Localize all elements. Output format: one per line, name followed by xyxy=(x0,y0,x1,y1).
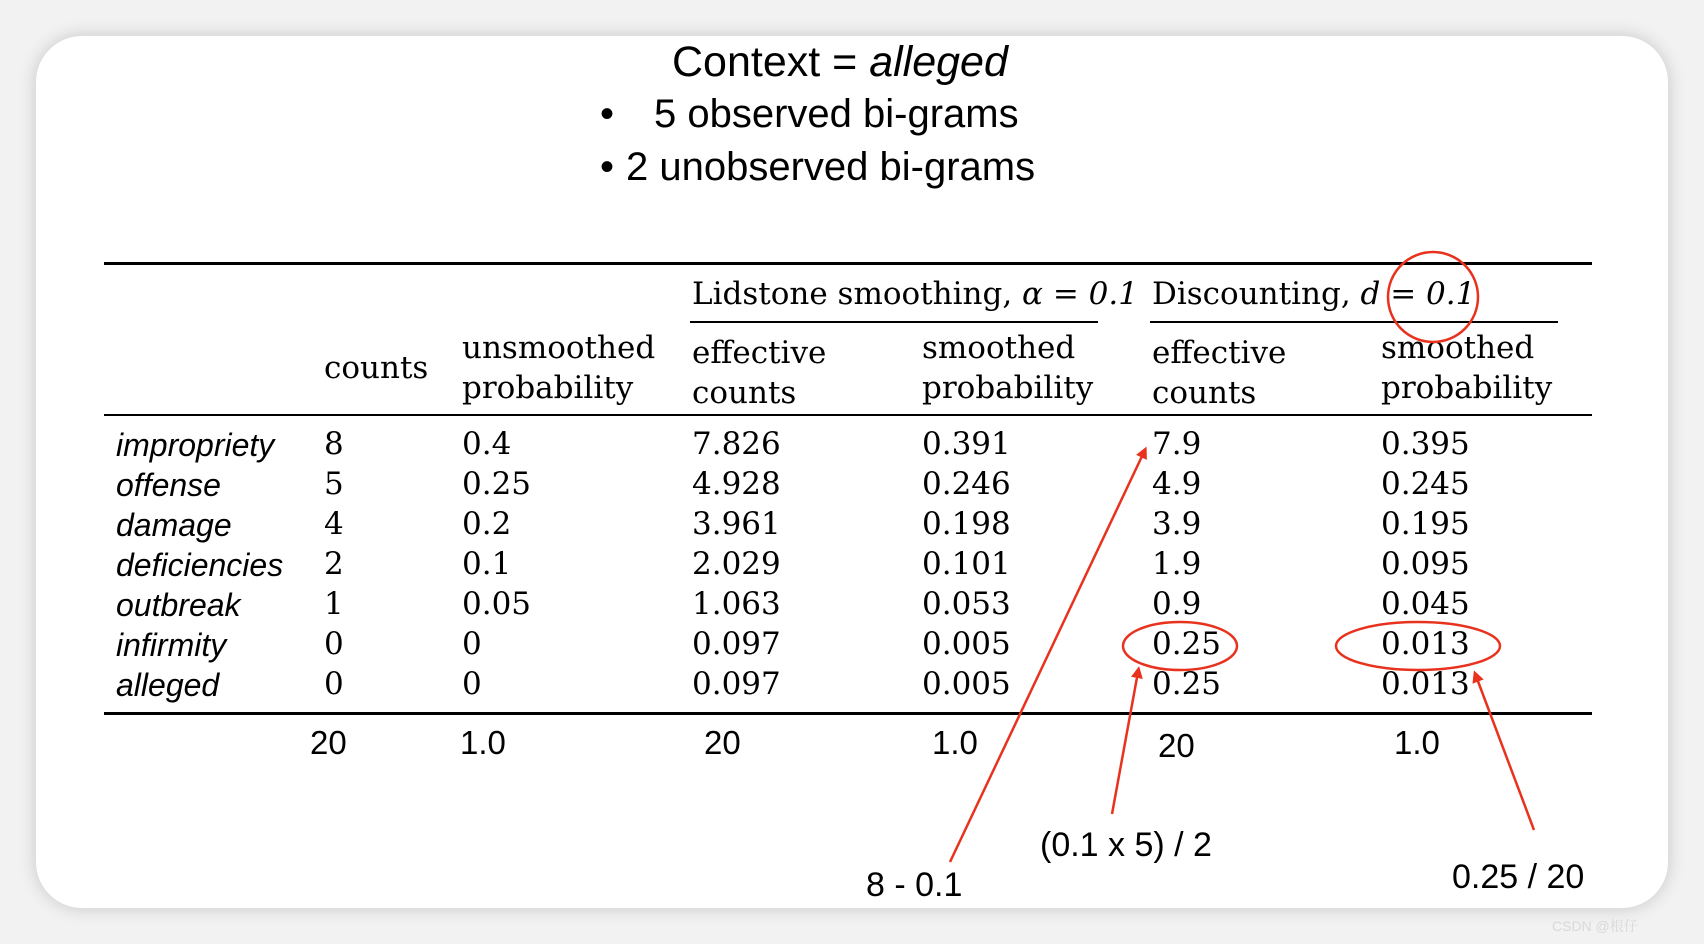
discount-effective-cell: 7.9 xyxy=(1152,426,1202,462)
lidstone-smoothed-cell: 0.198 xyxy=(922,506,1011,542)
lidstone-smoothed-cell: 0.246 xyxy=(922,466,1011,502)
discount-smoothed-cell: 0.395 xyxy=(1381,426,1470,462)
total-lidstone-effective: 20 xyxy=(704,724,741,761)
lidstone-smoothed-cell: 0.391 xyxy=(922,426,1011,462)
word-cell: alleged xyxy=(116,667,220,703)
lidstone-effective-cell: 4.928 xyxy=(692,466,781,502)
discount-smoothed-cell: 0.195 xyxy=(1381,506,1470,542)
col-header-lidstone-effective: effective counts xyxy=(692,335,827,411)
bullet-unobserved: • 2 unobserved bi-grams xyxy=(600,145,1036,189)
total-unsmoothed: 1.0 xyxy=(460,724,506,761)
word-cell: infirmity xyxy=(116,627,227,663)
discount-effective-cell: 0.25 xyxy=(1152,666,1222,702)
discount-effective-cell: 0.9 xyxy=(1152,586,1202,622)
watermark: CSDN @根仔 xyxy=(1552,918,1638,934)
note-smoothed-ratio: 0.25 / 20 xyxy=(1452,858,1585,896)
counts-cell: 5 xyxy=(324,466,344,502)
discount-smoothed-cell: 0.245 xyxy=(1381,466,1470,502)
unsmoothed-cell: 0 xyxy=(462,666,482,702)
context-title: Context = alleged xyxy=(672,38,1008,86)
lidstone-effective-cell: 0.097 xyxy=(692,666,781,702)
lidstone-group-header: Lidstone smoothing, α = 0.1 xyxy=(692,276,1138,312)
unsmoothed-cell: 0.4 xyxy=(462,426,512,462)
counts-cell: 0 xyxy=(324,626,344,662)
col-header-unsmoothed: unsmoothed probability xyxy=(462,330,656,406)
unsmoothed-cell: 0 xyxy=(462,626,482,662)
arrow-half-mass xyxy=(1112,672,1138,814)
discount-smoothed-cell: 0.095 xyxy=(1381,546,1470,582)
counts-cell: 4 xyxy=(324,506,344,542)
lidstone-smoothed-cell: 0.053 xyxy=(922,586,1011,622)
lidstone-effective-cell: 7.826 xyxy=(692,426,781,462)
discount-smoothed-cell: 0.013 xyxy=(1381,626,1470,662)
col-header-discount-effective: effective counts xyxy=(1152,335,1287,411)
counts-cell: 1 xyxy=(324,586,344,622)
note-half-mass: (0.1 x 5) / 2 xyxy=(1040,826,1212,864)
unsmoothed-cell: 0.25 xyxy=(462,466,532,502)
word-cell: deficiencies xyxy=(116,547,284,583)
counts-cell: 0 xyxy=(324,666,344,702)
discount-effective-cell: 3.9 xyxy=(1152,506,1202,542)
lidstone-effective-cell: 2.029 xyxy=(692,546,781,582)
unsmoothed-cell: 0.2 xyxy=(462,506,512,542)
total-counts: 20 xyxy=(310,724,347,761)
note-8-minus: 8 - 0.1 xyxy=(866,866,963,904)
col-header-counts: counts xyxy=(324,350,429,386)
discount-group-header: Discounting, d = 0.1 xyxy=(1152,276,1476,312)
discount-effective-cell: 4.9 xyxy=(1152,466,1202,502)
total-lidstone-smoothed: 1.0 xyxy=(932,724,978,761)
discount-param-circle xyxy=(1388,252,1478,342)
counts-cell: 2 xyxy=(324,546,344,582)
total-discount-smoothed: 1.0 xyxy=(1394,724,1440,761)
discount-smoothed-cell: 0.045 xyxy=(1381,586,1470,622)
lidstone-effective-cell: 0.097 xyxy=(692,626,781,662)
lidstone-smoothed-cell: 0.005 xyxy=(922,666,1011,702)
word-cell: damage xyxy=(116,507,232,543)
lidstone-effective-cell: 3.961 xyxy=(692,506,781,542)
col-header-discount-smoothed: smoothed probability xyxy=(1381,330,1553,406)
unsmoothed-cell: 0.1 xyxy=(462,546,512,582)
bullet-observed: • 5 observed bi-grams xyxy=(600,92,1019,136)
lidstone-smoothed-cell: 0.005 xyxy=(922,626,1011,662)
discount-effective-cell: 1.9 xyxy=(1152,546,1202,582)
col-header-lidstone-smoothed: smoothed probability xyxy=(922,330,1094,406)
lidstone-effective-cell: 1.063 xyxy=(692,586,781,622)
discount-smoothed-cell: 0.013 xyxy=(1381,666,1470,702)
counts-cell: 8 xyxy=(324,426,344,462)
unobserved-effective-ellipse xyxy=(1123,622,1237,670)
arrow-smoothed-ratio xyxy=(1476,676,1534,830)
discount-effective-cell: 0.25 xyxy=(1152,626,1222,662)
word-cell: outbreak xyxy=(116,587,241,623)
word-cell: impropriety xyxy=(116,427,275,463)
total-discount-effective: 20 xyxy=(1158,727,1195,764)
lidstone-smoothed-cell: 0.101 xyxy=(922,546,1011,582)
unobserved-smoothed-ellipse xyxy=(1336,622,1500,670)
word-cell: offense xyxy=(116,467,221,503)
unsmoothed-cell: 0.05 xyxy=(462,586,532,622)
